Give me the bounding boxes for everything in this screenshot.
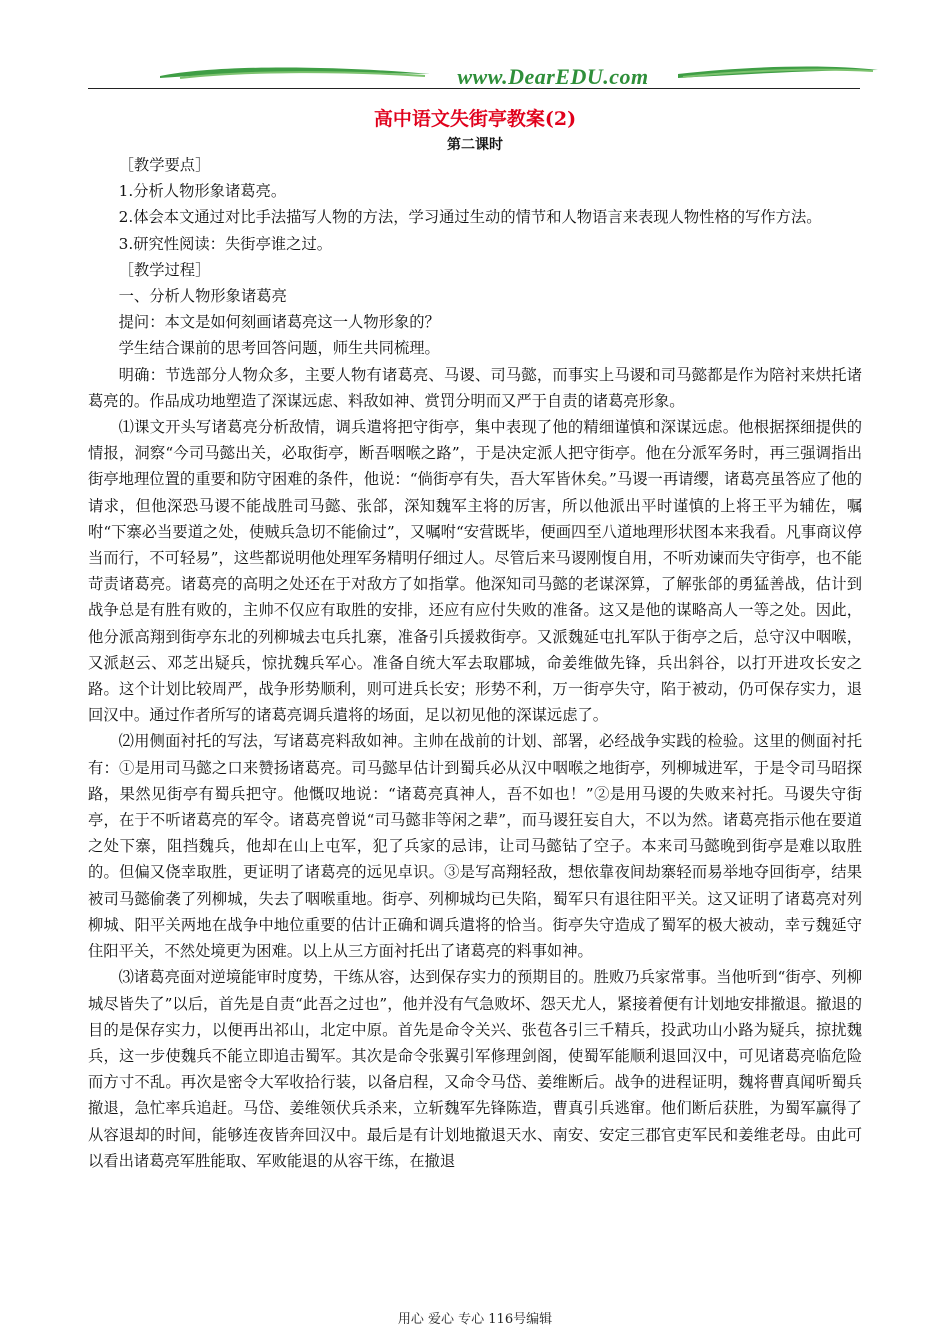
paragraph: ⑴课文开头写诸葛亮分析敌情，调兵遣将把守街亭，集中表现了他的精细谨慎和深谋远虑。他根据探细提供的情报，洞察“今司马懿出关，必取街亭，断吾咽喉之路”，于是决定派人把守街亭。他在分派军务时，再三强调指出街亭地理位置的重要和防守困难的条件，他说：“倘街亭有失，吾大军皆休矣。”马谡一再请缨，诸葛亮虽答应了他的请求，但他深恐马谡不能战胜司马懿、张郃，深知魏军主将的厉害，所以他派出平时谨慎的上将王平为辅佐，嘱咐“下寨必当要道之处，使贼兵急切不能偷过”，又嘱咐“安营既毕，便画四至八道地理形状图本来我看。凡事商议停当而行，不可轻易”，这些都说明他处理军务精明仔细过人。尽管后来马谡刚愎自用，不听劝谏而失守街亭，也不能苛责诸葛亮。诸葛亮的高明之处还在于对敌方了如指掌。他深知司马懿的老谋深算，了解张郃的勇猛善战，估计到战争总是有胜有败的，主帅不仅应有取胜的安排，还应有应付失败的准备。这又是他的谋略高人一等之处。因此，他分派高翔到街亭东北的列柳城去屯兵扎寨，准备引兵援救街亭。又派魏延屯扎军队于街亭之后，总守汉中咽喉，又派赵云、邓芝出疑兵，惊扰魏兵军心。准备自统大军去取郿城，命姜维做先锋，兵出斜谷，以打开进攻长安之路。这个计划比较周严，战争形势顺利，则可进兵长安；形势不利，万一街亭失守，陷于被动，仍可保存实力，退回汉中。通过作者所写的诸葛亮调兵遣将的场面，足以初见他的深谋远虑了。 xyxy=(88,418,862,725)
paragraph: 一、分析人物形象诸葛亮 xyxy=(118,287,287,306)
paragraph: 3.研究性阅读：失街亭谁之过。 xyxy=(118,234,333,253)
paragraph: 2.体会本文通过对比手法描写人物的方法，学习通过生动的情节和人物语言来表现人物性格的写作方法。 xyxy=(118,208,822,227)
document-title: 高中语文失街亭教案(2) xyxy=(373,108,577,130)
paragraph: ［教学过程］ xyxy=(118,260,211,279)
site-header xyxy=(88,60,860,90)
paragraph: 明确：节选部分人物众多，主要人物有诸葛亮、马谡、司马懿，而事实上马谡和司马懿都是作为陪衬来烘托诸葛亮的。作品成功地塑造了深谋远虑、料敌如神、赏罚分明而又严于自责的诸葛亮形象。 xyxy=(88,365,862,410)
left-swoosh-graphic xyxy=(160,62,430,84)
paragraph: 1.分析人物形象诸葛亮。 xyxy=(118,182,287,201)
right-swoosh-graphic xyxy=(678,62,878,84)
paragraph: ⑶诸葛亮面对逆境能审时度势，干练从容，达到保存实力的预期目的。胜败乃兵家常事。当他听到“街亭、列柳城尽皆失了”以后，首先是自责“此吾之过也”，他并没有气急败坏、怨天尤人，紧接着便有计划地安排撤退。撤退的目的是保存实力，以便再出祁山，北定中原。首先是命令关兴、张苞各引三千精兵，投武功山小路为疑兵，掠扰魏兵，这一步使魏兵不能立即追击蜀军。其次是命令张翼引军修理剑阁，使蜀军能顺利退回汉中，可见诸葛亮临危险而方寸不乱。再次是密令大军收拾行装，以备启程，又命令马岱、姜维断后。战争的进程证明，魏将曹真闻听蜀兵撤退，急忙率兵追赶。马岱、姜维领伏兵杀来，立斩魏军先锋陈造，曹真引兵逃窜。他们断后获胜，为蜀军赢得了从容退却的时间，能够连夜皆奔回汉中。最后是有计划地撤退天水、南安、安定三郡官吏军民和姜维老母。由此可以看出诸葛亮军胜能取、军败能退的从容干练，在撤退 xyxy=(88,968,862,1170)
paragraph: 学生结合课前的思考回答问题，师生共同梳理。 xyxy=(118,339,440,358)
paragraph: ［教学要点］ xyxy=(118,156,211,174)
lesson-subtitle: 第二课时 xyxy=(447,137,503,153)
header-rule xyxy=(88,88,860,89)
document-body xyxy=(88,152,862,1174)
paragraph: ⑵用侧面衬托的写法，写诸葛亮料敌如神。主帅在战前的计划、部署，必经战争实践的检验。这里的侧面衬托有：①是用司马懿之口来赞扬诸葛亮。司马懿早估计到蜀兵必从汉中咽喉之地街亭，列柳城进军，于是令司马昭探路，果然见街亭有蜀兵把守。他慨叹地说：“诸葛亮真神人，吾不如也！”②是用马谡的失败来衬托。马谡失守街亭，在于不听诸葛亮的军令。诸葛亮曾说“司马懿非等闲之辈”，而马谡狂妄自大，不以为然。诸葛亮指示他在要道之处下寨，阻挡魏兵，他却在山上屯军，犯了兵家的忌讳，让司马懿钻了空子。本来司马懿晚到街亭是难以取胜的。但偏又侥幸取胜，更证明了诸葛亮的远见卓识。③是写高翔轻敌，想依靠夜间劫寨轻而易举地夺回街亭，结果被司马懿偷袭了列柳城，失去了咽喉重地。街亭、列柳城均已失陷，蜀军只有退往阳平关。这又证明了诸葛亮对列柳城、阳平关两地在战争中地位重要的估计正确和调兵遣将的恰当。街亭失守造成了蜀军的极大被动，幸亏魏延守住阳平关，不然处境更为困难。以上从三方面衬托出了诸葛亮的料事如神。 xyxy=(88,732,862,961)
page-footer: 用心 爱心 专心 116号编辑 xyxy=(397,1312,553,1327)
paragraph: 提问：本文是如何刻画诸葛亮这一人物形象的？ xyxy=(118,313,440,332)
site-logo[interactable]: www.DearEDU.com xyxy=(457,64,649,89)
